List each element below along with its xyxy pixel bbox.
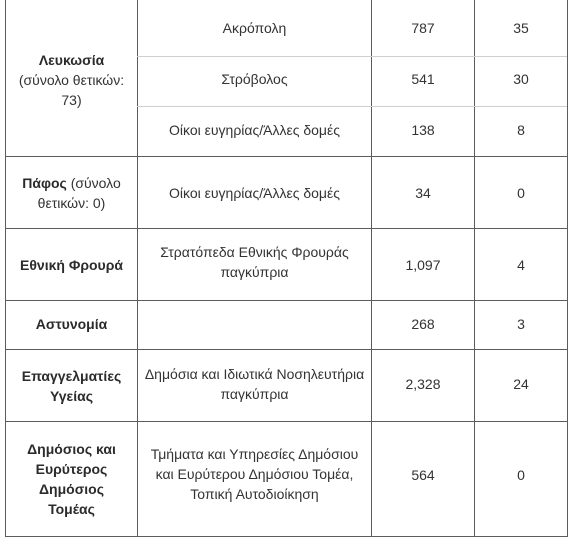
category-label: Λευκωσία: [38, 52, 105, 68]
category-cell: [6, 40, 137, 120]
category-label: Πάφος: [22, 174, 67, 191]
positives-cell: 30: [513, 71, 529, 87]
tests-cell: 787: [411, 20, 435, 36]
category-label: Επαγγελματίες Υγείας: [21, 367, 122, 404]
category-label: Δημόσιος και Ευρύτερος Δημόσιος Τομέας: [27, 441, 116, 517]
positives-cell: 35: [513, 20, 529, 36]
place-cell: Οίκοι ευγηρίας/Άλλες δομές: [169, 184, 340, 201]
category-note: (σύνολο θετικών: 73): [18, 72, 125, 108]
tests-cell: 564: [411, 467, 435, 483]
tests-cell: 2,328: [405, 376, 441, 392]
category-cell: [6, 350, 137, 421]
category-label: Αστυνομία: [35, 316, 108, 332]
positives-cell: 0: [517, 184, 525, 201]
place-cell: Οίκοι ευγηρίας/Άλλες δομές: [169, 122, 340, 138]
place-cell: Ακρόπολη: [222, 20, 287, 36]
place-cell: Δημόσια και Ιδιωτικά Νοσηλευτήρια παγκύπρια: [144, 366, 365, 402]
positives-cell: 0: [517, 467, 525, 483]
category-cell: [6, 422, 137, 536]
positives-cell: 8: [517, 122, 525, 138]
tests-cell: 268: [411, 316, 435, 332]
positives-cell: 24: [513, 376, 529, 392]
tests-cell: 1,097: [405, 256, 441, 273]
place-cell: Τμήματα και Υπηρεσίες Δημόσιου και Ευρύτερου Δημόσιου Τομέα, Τοπική Αυτοδιοίκηση: [150, 446, 359, 502]
tests-cell: 541: [411, 71, 435, 87]
category-cell: [6, 229, 137, 300]
place-cell: Στρατόπεδα Εθνικής Φρουράς παγκύπρια: [160, 244, 349, 280]
sub-row-divider: [137, 106, 567, 107]
sub-row-divider: [137, 56, 567, 57]
tests-cell: 34: [415, 184, 431, 201]
tests-cell: 138: [411, 122, 435, 138]
category-cell: [6, 301, 137, 347]
place-cell: [138, 301, 371, 347]
category-cell: [6, 157, 137, 228]
category-note: (σύνολο θετικών: 0): [37, 174, 121, 211]
positives-cell: 3: [517, 316, 525, 332]
category-label: Εθνική Φρουρά: [20, 256, 123, 273]
positives-cell: 4: [517, 256, 525, 273]
place-cell: Στρόβολος: [221, 71, 288, 87]
